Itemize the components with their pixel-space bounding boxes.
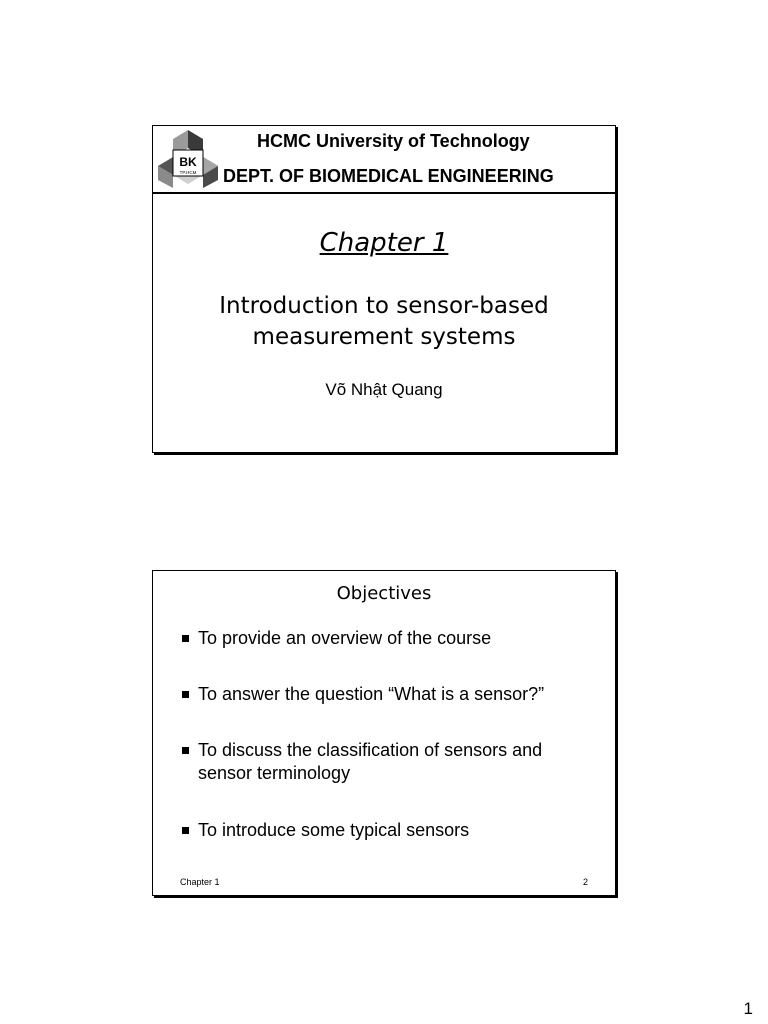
- list-item-text: To discuss the classification of sensors and sensor terminology: [198, 740, 543, 783]
- list-item-text: To introduce some typical sensors: [198, 820, 470, 840]
- bullet-square-icon: [182, 635, 189, 642]
- department-name: DEPT. OF BIOMEDICAL ENGINEERING: [223, 166, 554, 186]
- slide-title: [153, 291, 615, 353]
- author-name: Võ Nhật Quang: [325, 380, 443, 399]
- bullet-square-icon: [182, 827, 189, 834]
- list-item: [179, 627, 599, 650]
- title-line-2: measurement systems: [252, 324, 516, 350]
- list-item: [179, 739, 599, 785]
- slide-header: [153, 126, 615, 194]
- university-logo: [155, 128, 221, 190]
- list-item-text: To provide an overview of the course: [198, 628, 492, 648]
- objectives-slide: [152, 570, 616, 896]
- slide-footer-chapter: Chapter 1: [180, 877, 220, 887]
- objectives-heading: Objectives: [336, 583, 432, 604]
- slide-footer-number: 2: [582, 877, 588, 887]
- logo-text: BK: [179, 155, 197, 169]
- bullet-square-icon: [182, 747, 189, 754]
- title-slide: [152, 125, 616, 453]
- list-item: [179, 683, 599, 706]
- logo-subtext: TP.HCM: [179, 170, 197, 175]
- title-line-1: Introduction to sensor-based: [219, 293, 549, 319]
- page-number: 1: [743, 999, 753, 1018]
- list-item: [179, 819, 599, 842]
- bullet-square-icon: [182, 691, 189, 698]
- university-name: HCMC University of Technology: [257, 131, 530, 151]
- list-item-text: To answer the question “What is a sensor?”: [198, 684, 545, 704]
- chapter-heading: Chapter 1: [319, 228, 449, 258]
